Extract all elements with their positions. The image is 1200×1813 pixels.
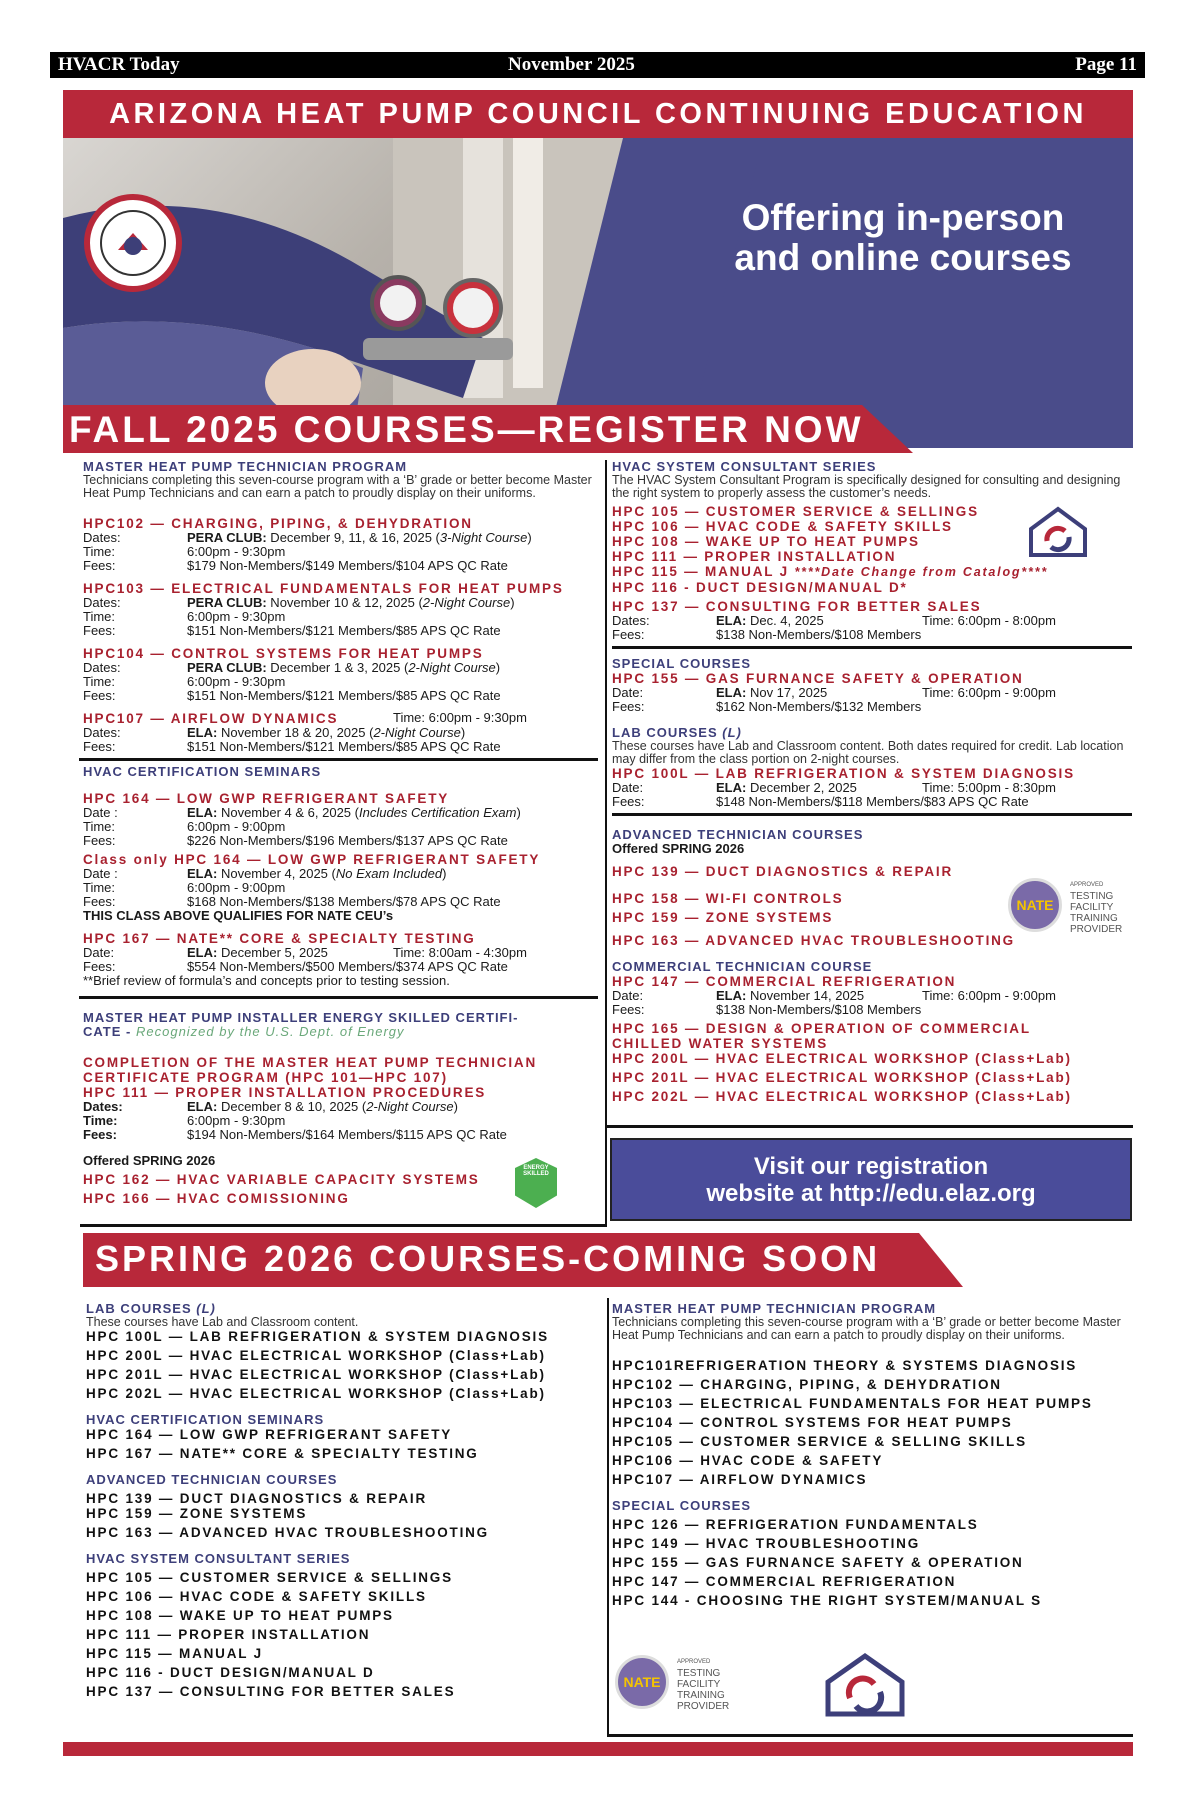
course-title: HPC 164 — LOW GWP REFRIGERANT SAFETY (83, 791, 450, 806)
course-title: HPC 105 — CUSTOMER SERVICE & SELLINGS (612, 504, 979, 519)
course-title: HPC 116 - DUCT DESIGN/MANUAL D* (612, 580, 908, 595)
course-title: HPC 164 — LOW GWP REFRIGERANT SAFETY (86, 1427, 453, 1442)
course-title: HPC 111 — PROPER INSTALLATION (612, 549, 897, 564)
fall-courses-bar (63, 405, 913, 453)
course-title: HPC 137 — CONSULTING FOR BETTER SALES (612, 599, 982, 614)
course-title: HPC101REFRIGERATION THEORY & SYSTEMS DIAGNOSIS (612, 1358, 1078, 1373)
section-description: The HVAC System Consultant Program is specifically designed for consulting and designing the right system to properly assess the customer’s needs. (612, 473, 1121, 500)
course-title: HPC 126 — REFRIGERATION FUNDAMENTALS (612, 1517, 979, 1532)
course-title: HPC 147 — COMMERCIAL REFRIGERATION (612, 974, 957, 989)
course-title: HPC 167 — NATE** CORE & SPECIALTY TESTING (83, 931, 476, 946)
course-title: HPC102 — CHARGING, PIPING, & DEHYDRATION (83, 516, 473, 531)
course-title: HPC 106 — HVAC CODE & SAFETY SKILLS (612, 519, 953, 534)
course-title: HPC 163 — ADVANCED HVAC TROUBLESHOOTING (86, 1525, 489, 1540)
course-title: HPC 155 — GAS FURNANCE SAFETY & OPERATION (612, 671, 1024, 686)
section-heading: ADVANCED TECHNICIAN COURSES (86, 1472, 338, 1487)
main-banner: ARIZONA HEAT PUMP COUNCIL CONTINUING EDUCATION (63, 90, 1133, 138)
masthead-bar (50, 52, 1145, 78)
section-description: These courses have Lab and Classroom content. Both dates required for credit. Lab location may differ from the class portion on 2-night courses. (612, 739, 1124, 766)
course-title: HPC103 — ELECTRICAL FUNDAMENTALS FOR HEAT PUMPS (83, 581, 564, 596)
section-description: These courses have Lab and Classroom content. (86, 1315, 359, 1329)
heat-pump-logo-icon (822, 1652, 908, 1718)
course-title: HPC 165 — DESIGN & OPERATION OF COMMERCIAL (612, 1021, 1031, 1036)
course-title: HPC 155 — GAS FURNANCE SAFETY & OPERATION (612, 1555, 1024, 1570)
spring-right-column (612, 1302, 1132, 1608)
fall-right-column: HVAC SYSTEM CONSULTANT SERIES The HVAC System Consultant Program is specifically designed for consulting and designing the right system to properly assess the customer’s needs. HPC 105 — CUSTOMER SERVICE & SELLINGS HPC 106 — HVAC CODE & SAFETY SKILLS HPC 108 — WAKE UP TO HEAT PUMPS HPC 111 — PROPER INSTALLATION HPC 115 — MANUAL J ****Date Change from Catalog**** HPC 116 - DUCT DESIGN/MANUAL D* HPC 137 — CONSULTING FOR BETTER SALES Dates: ELA: Dec. 4, 2025 Time: 6:00pm - 8:00pm Fees: $138 Non-Members/$108 Members SPECIAL COURSES HPC 155 — GAS FURNANCE SAFETY & OPERATION Date: ELA: Nov 17, 2025 Time: 6:00pm - 9:00pm Fees: $162 Non-Members/$132 Members LAB COURSES (L) These courses have Lab and Classroom content. Both dates required for credit. Lab location may differ from the class portion on 2-night courses. HPC 100L — LAB REFRIGERATION & SYSTEM DIAGNOSIS Date: ELA: December 2, 2025 Time: 5:00pm - 8:30pm Fees: $148 Non-Members/$118 Members/$83 APS QC Rate ADVANCED TECHNICIAN COURSES Offered SPRING 2026 HPC 139 — DUCT DIAGNOSTICS & REPAIR HPC 158 — WI-FI CONTROLS HPC 159 — ZONE SYSTEMS HPC 163 — ADVANCED HVAC TROUBLESHOOTING COMMERCIAL TECHNICIAN COURSE HPC 147 — COMMERCIAL REFRIGERATION Date: ELA: November 14, 2025 Time: 6:00pm - 9:00pm Fees: $138 Non-Members/$108 Members HPC 165 — DESIGN & OPERATION OF COMMERCIAL CHILLED WATER SYSTEMS HPC 200L — HVAC ELECTRICAL WORKSHOP (Class+Lab) HPC 201L — HVAC ELECTRICAL WORKSHOP (Class+Lab) HPC 202L — HVAC ELECTRICAL WORKSHOP (Class+Lab) (612, 460, 1132, 1104)
course-title: HPC 111 — PROPER INSTALLATION (86, 1627, 371, 1642)
nate-badge: NATE APPROVED TESTING FACILITY TRAINING PROVIDER (615, 1655, 739, 1715)
course-title: HPC 201L — HVAC ELECTRICAL WORKSHOP (Class+Lab) (86, 1367, 546, 1382)
course-title: HPC 115 — MANUAL J (86, 1646, 263, 1661)
course-title: HPC105 — CUSTOMER SERVICE & SELLING SKILLS (612, 1434, 1027, 1449)
course-title: HPC 202L — HVAC ELECTRICAL WORKSHOP (Class+Lab) (86, 1386, 546, 1401)
hero-tagline: Offering in-person and online courses (734, 197, 1072, 278)
spring-left-column: LAB COURSES (L) These courses have Lab and Classroom content. HPC 100L — LAB REFRIGERATION & SYSTEM DIAGNOSIS HPC 200L — HVAC ELECTRICAL WORKSHOP (Class+Lab) HPC 201L — HVAC ELECTRICAL WORKSHOP (Class+Lab) HPC 202L — HVAC ELECTRICAL WORKSHOP (Class+Lab) HVAC CERTIFICATION SEMINARS HPC 164 — LOW GWP REFRIGERANT SAFETY HPC 167 — NATE** CORE & SPECIALTY TESTING ADVANCED TECHNICIAN COURSES HPC 139 — DUCT DIAGNOSTICS & REPAIR HPC 159 — ZONE SYSTEMS HPC 163 — ADVANCED HVAC TROUBLESHOOTING HVAC SYSTEM CONSULTANT SERIES HPC 105 — CUSTOMER SERVICE & SELLINGS HPC 106 — HVAC CODE & SAFETY SKILLS HPC 108 — WAKE UP TO HEAT PUMPS HPC 111 — PROPER INSTALLATION HPC 115 — MANUAL J HPC 116 - DUCT DESIGN/MANUAL D HPC 137 — CONSULTING FOR BETTER SALES (86, 1302, 606, 1699)
course-title: HPC106 — HVAC CODE & SAFETY (612, 1453, 884, 1468)
section-heading: LAB COURSES (612, 725, 723, 740)
course-title: HPC 116 - DUCT DESIGN/MANUAL D (86, 1665, 375, 1680)
course-title: HPC 106 — HVAC CODE & SAFETY SKILLS (86, 1589, 427, 1604)
section-heading: COMMERCIAL TECHNICIAN COURSE (612, 959, 873, 974)
heat-pump-logo-icon (1025, 505, 1091, 559)
section-heading: SPECIAL COURSES (612, 1498, 752, 1513)
course-title: HPC 100L — LAB REFRIGERATION & SYSTEM DIAGNOSIS (86, 1329, 549, 1344)
course-title: HPC 163 — ADVANCED HVAC TROUBLESHOOTING (612, 933, 1015, 948)
section-heading: MASTER HEAT PUMP TECHNICIAN PROGRAM (612, 1301, 937, 1316)
page-number: Page 11 (1075, 54, 1137, 75)
course-title: HPC104 — CONTROL SYSTEMS FOR HEAT PUMPS (612, 1415, 1013, 1430)
section-heading: MASTER HEAT PUMP INSTALLER ENERGY SKILLED CERTIFI- (83, 1010, 519, 1025)
registration-link[interactable]: website at http://edu.elaz.org (706, 1180, 1036, 1207)
course-title: Class only HPC 164 — LOW GWP REFRIGERANT SAFETY (83, 852, 541, 867)
course-title: HPC 139 — DUCT DIAGNOSTICS & REPAIR (86, 1491, 428, 1506)
course-title: HPC 108 — WAKE UP TO HEAT PUMPS (86, 1608, 394, 1623)
section-heading: HVAC CERTIFICATION SEMINARS (83, 764, 322, 779)
registration-box[interactable]: Visit our registration website at http://edu.elaz.org (610, 1138, 1132, 1221)
course-title: HPC103 — ELECTRICAL FUNDAMENTALS FOR HEAT PUMPS (612, 1396, 1093, 1411)
course-title: HPC 105 — CUSTOMER SERVICE & SELLINGS (86, 1570, 453, 1585)
fall-courses-title: FALL 2025 COURSES—REGISTER NOW (69, 409, 864, 450)
course-title: HPC102 — CHARGING, PIPING, & DEHYDRATION (612, 1377, 1002, 1392)
course-title: HPC 166 — HVAC COMISSIONING (83, 1191, 350, 1206)
course-title: HPC107 — AIRFLOW DYNAMICS (83, 711, 339, 726)
course-title: HPC 108 — WAKE UP TO HEAT PUMPS (612, 534, 920, 549)
course-title: HPC 162 — HVAC VARIABLE CAPACITY SYSTEMS (83, 1172, 480, 1187)
course-title: HPC 111 — PROPER INSTALLATION PROCEDURES (83, 1085, 487, 1100)
course-title: HPC 139 — DUCT DIAGNOSTICS & REPAIR (612, 864, 954, 879)
section-heading: HVAC CERTIFICATION SEMINARS (86, 1412, 325, 1427)
issue-date: November 2025 (508, 54, 635, 75)
publication-name: HVACR Today (58, 54, 180, 75)
course-title: HPC 201L — HVAC ELECTRICAL WORKSHOP (Class+Lab) (612, 1070, 1072, 1085)
course-title: HPC 200L — HVAC ELECTRICAL WORKSHOP (Class+Lab) (612, 1051, 1072, 1066)
section-heading: HVAC SYSTEM CONSULTANT SERIES (86, 1551, 351, 1566)
section-description: Technicians completing this seven-course program with a ‘B’ grade or better become Master Heat Pump Technicians and can earn a patch to proudly display on their uniforms. (612, 1315, 1121, 1342)
course-title: HPC 100L — LAB REFRIGERATION & SYSTEM DIAGNOSIS (612, 766, 1075, 781)
course-title: HPC 167 — NATE** CORE & SPECIALTY TESTING (86, 1446, 479, 1461)
course-title: HPC 159 — ZONE SYSTEMS (612, 910, 834, 925)
course-title: HPC 158 — WI-FI CONTROLS (612, 891, 844, 906)
hero-image (63, 138, 1133, 448)
course-title: HPC 200L — HVAC ELECTRICAL WORKSHOP (Class+Lab) (86, 1348, 546, 1363)
spring-courses-bar (83, 1233, 963, 1287)
footer-bar (63, 1742, 1133, 1756)
section-description: Technicians completing this seven-course program with a ‘B’ grade or better become Master Heat Pump Technicians and can earn a patch to proudly display on their uniforms. (83, 473, 592, 500)
section-heading: HVAC SYSTEM CONSULTANT SERIES (612, 459, 877, 474)
section-heading: LAB COURSES (86, 1301, 197, 1316)
course-title: HPC107 — AIRFLOW DYNAMICS (612, 1472, 868, 1487)
course-title: HPC 202L — HVAC ELECTRICAL WORKSHOP (Class+Lab) (612, 1089, 1072, 1104)
spring-courses-title: SPRING 2026 COURSES-COMING SOON (95, 1238, 881, 1279)
course-title: HPC104 — CONTROL SYSTEMS FOR HEAT PUMPS (83, 646, 484, 661)
course-title: HPC 137 — CONSULTING FOR BETTER SALES (86, 1684, 456, 1699)
course-title: HPC 144 - CHOOSING THE RIGHT SYSTEM/MANUAL S (612, 1593, 1042, 1608)
nate-badge: NATE APPROVED TESTING FACILITY TRAINING PROVIDER (1008, 878, 1132, 938)
course-title: HPC 159 — ZONE SYSTEMS (86, 1506, 308, 1521)
fall-left-column: MASTER HEAT PUMP TECHNICIAN PROGRAM Technicians completing this seven-course program with a ‘B’ grade or better become Master Heat Pump Technicians and can earn a patch to proudly display on their uniforms. HPC102 — CHARGING, PIPING, & DEHYDRATION Dates: PERA CLUB: December 9, 11, & 16, 2025 (3-Night Course) Time: 6:00pm - 9:30pm Fees: $179 Non-Members/$149 Members/$104 APS QC Rate HPC103 — ELECTRICAL FUNDAMENTALS FOR HEAT PUMPS Dates: PERA CLUB: November 10 & 12, 2025 (2-Night Course) Time: 6:00pm - 9:30pm Fees: $151 Non-Members/$121 Members/$85 APS QC Rate HPC104 — CONTROL SYSTEMS FOR HEAT PUMPS Dates: PERA CLUB: December 1 & 3, 2025 (2-Night Course) Time: 6:00pm - 9:30pm Fees: $151 Non-Members/$121 Members/$85 APS QC Rate HPC107 — AIRFLOW DYNAMICS Time: 6:00pm - 9:30pm Dates: ELA: November 18 & 20, 2025 (2-Night Course) Fees: $151 Non-Members/$121 Members/$85 APS QC Rate HVAC CERTIFICATION SEMINARS HPC 164 — LOW GWP REFRIGERANT SAFETY Date : ELA: November 4 & 6, 2025 (Includes Certification Exam) Time: 6:00pm - 9:00pm Fees: $226 Non-Members/$196 Members/$137 APS QC Rate Class only HPC 164 — LOW GWP REFRIGERANT SAFETY Date : ELA: November 4, 2025 (No Exam Included) Time: 6:00pm - 9:00pm Fees: $168 Non-Members/$138 Members/$78 APS QC Rate THIS CLASS ABOVE QUALIFIES FOR NATE CEU’s HPC 167 — NATE** CORE & SPECIALTY TESTING Date: ELA: December 5, 2025 Time: 8:00am - 4:30pm Fees: $554 Non-Members/$500 Members/$374 APS QC Rate **Brief review of formula’s and concepts prior to testing session. MASTER HEAT PUMP INSTALLER ENERGY SKILLED CERTIFI- CATE - Recognized by the U.S. Dept. of Energy COMPLETION OF THE MASTER HEAT PUMP TECHNICIAN CERTIFICATE PROGRAM (HPC 101—HPC 107) HPC 111 — PROPER INSTALLATION PROCEDURES Dates: ELA: December 8 & 10, 2025 (2-Night Course) Time: 6:00pm - 9:30pm Fees: $194 Non-Members/$164 Members/$115 APS QC Rate Offered SPRING 2026 HPC 162 — HVAC VARIABLE CAPACITY SYSTEMS HPC 166 — HVAC COMISSIONING (83, 460, 598, 1206)
course-title: HPC 147 — COMMERCIAL REFRIGERATION (612, 1574, 957, 1589)
section-heading: SPECIAL COURSES (612, 656, 752, 671)
section-heading: ADVANCED TECHNICIAN COURSES (612, 827, 864, 842)
section-heading: MASTER HEAT PUMP TECHNICIAN PROGRAM (83, 459, 408, 474)
course-title: HPC 149 — HVAC TROUBLESHOOTING (612, 1536, 921, 1551)
